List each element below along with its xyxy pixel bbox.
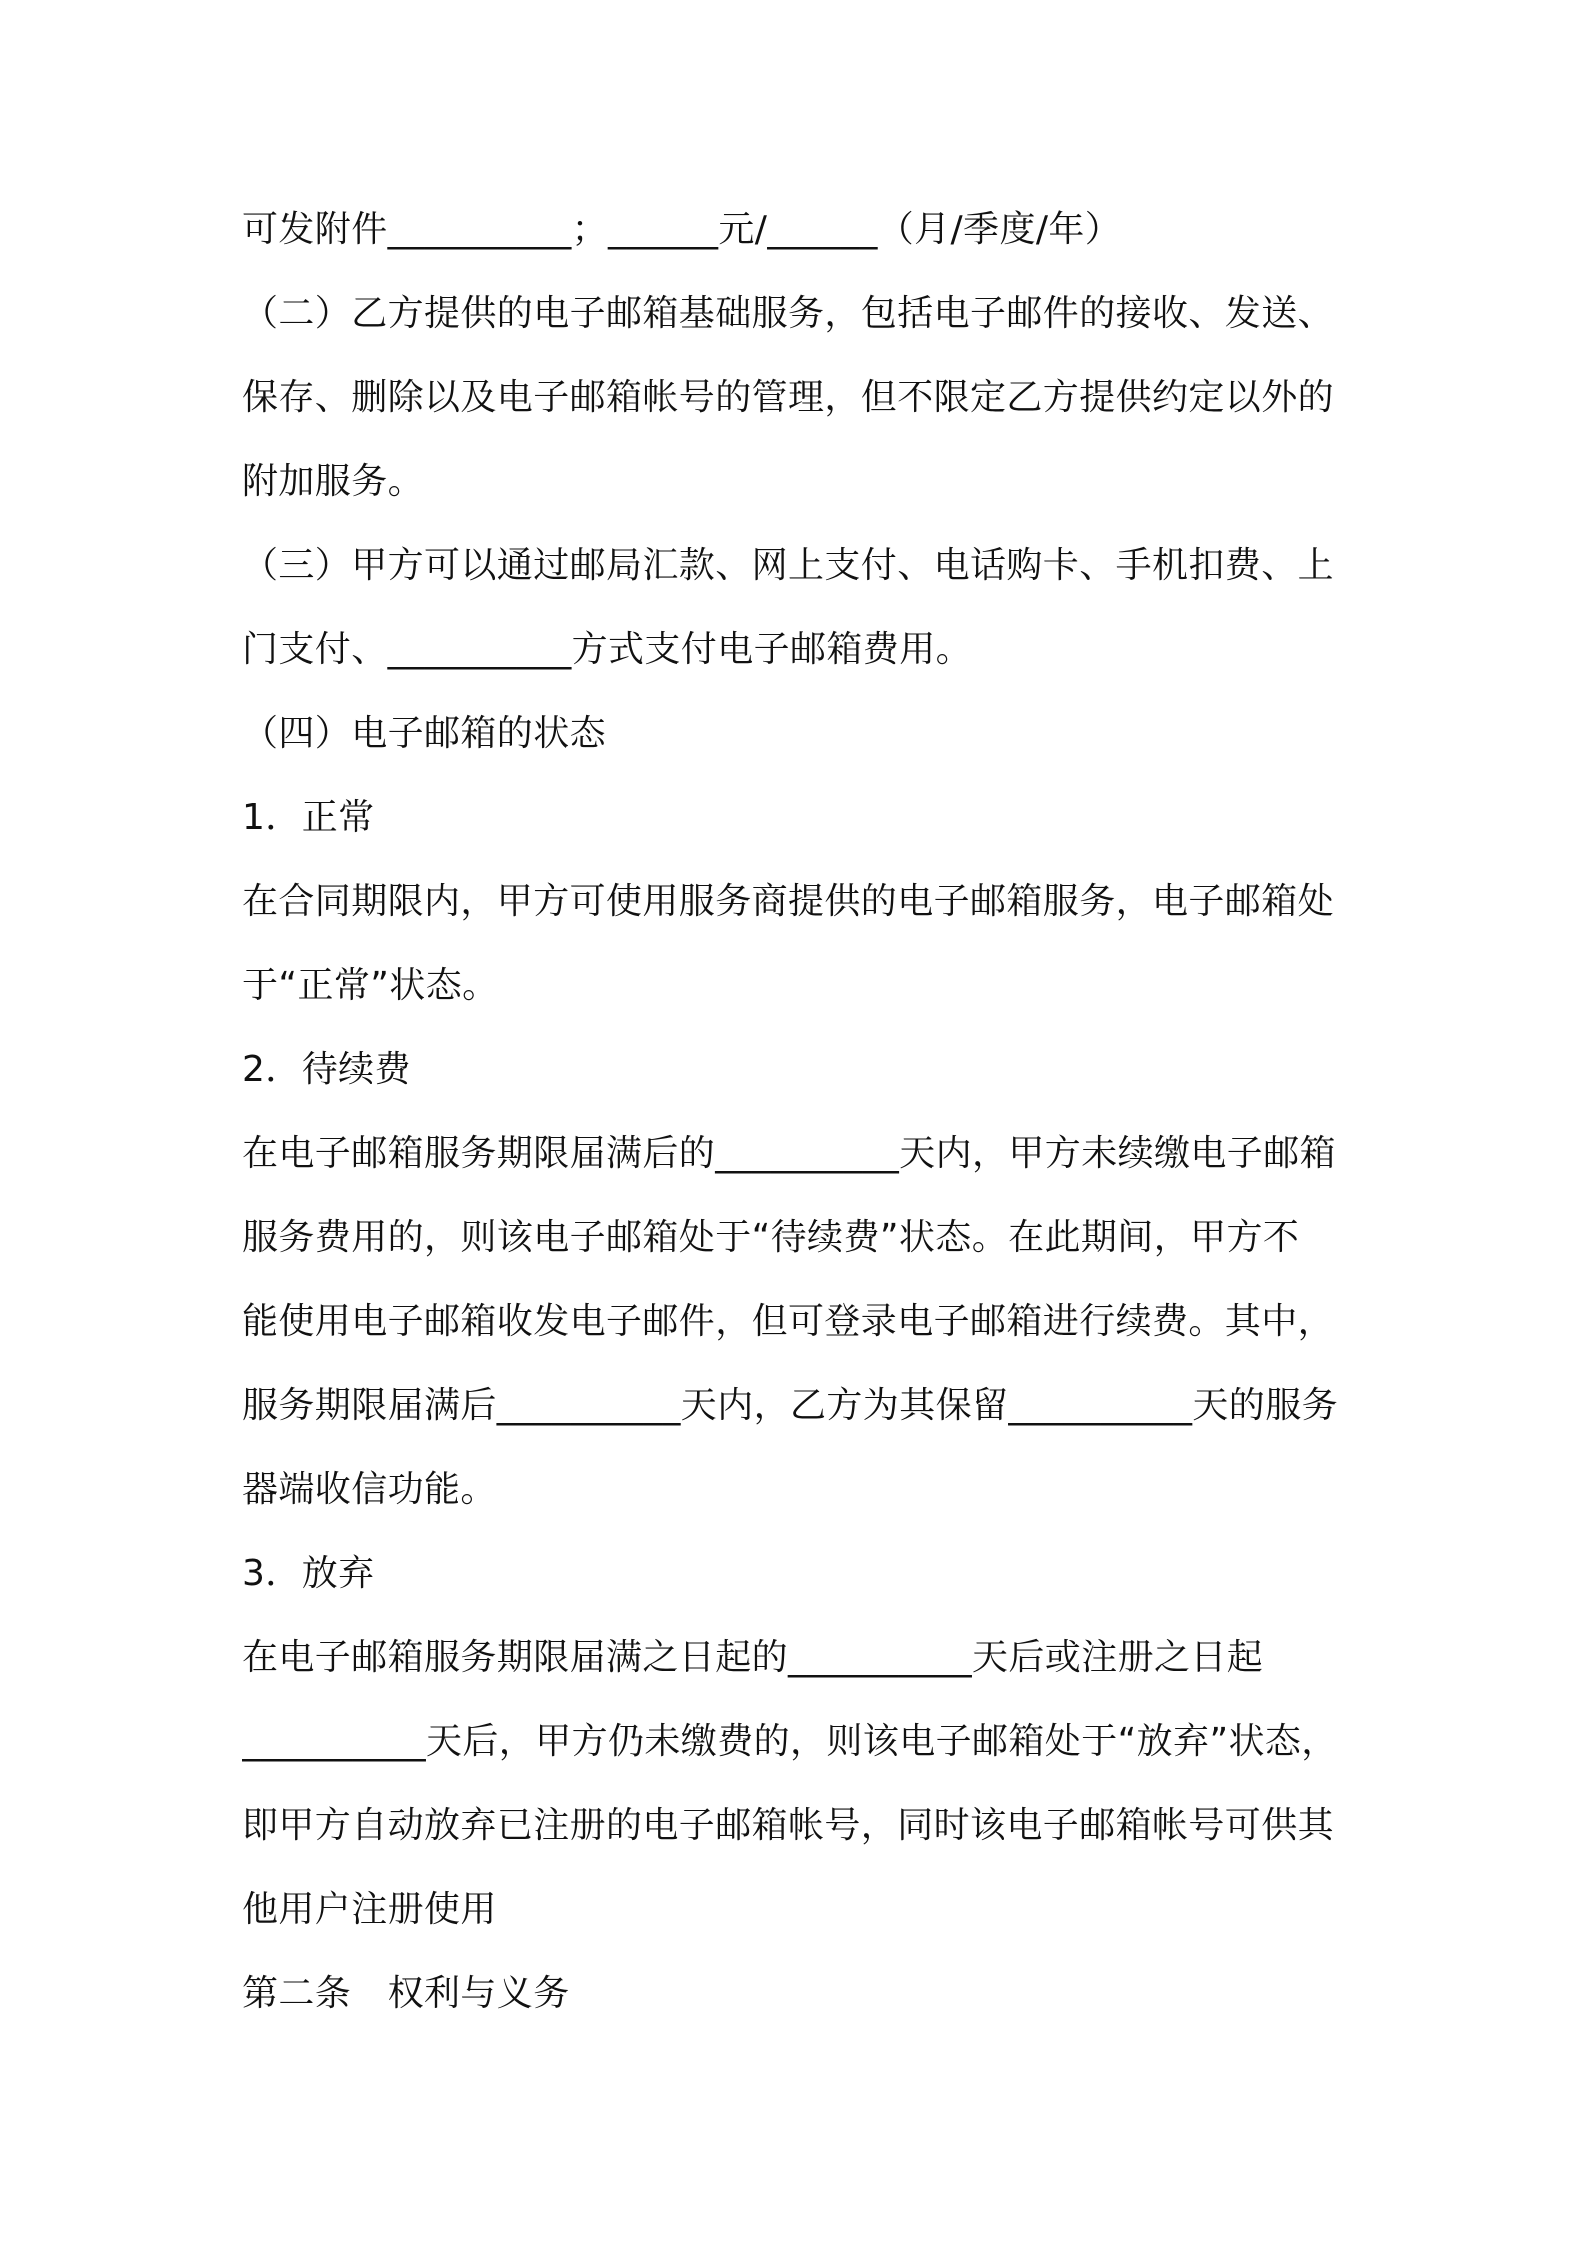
status-normal-line-1: 在合同期限内，甲方可使用服务商提供的电子邮箱服务，电子邮箱处 xyxy=(242,881,1335,922)
attachment-fee-line: 可发附件__________；______元/______（月/季度/年） xyxy=(242,209,1122,250)
clause-4-heading: （四）电子邮箱的状态 xyxy=(242,713,607,754)
clause-3-line-1: （三）甲方可以通过邮局汇款、网上支付、电话购卡、手机扣费、上 xyxy=(242,545,1335,586)
clause-3-line-2: 门支付、__________方式支付电子邮箱费用。 xyxy=(242,629,973,670)
status-pending-line-5: 器端收信功能。 xyxy=(242,1469,497,1510)
status-abandoned-line-3: 即甲方自动放弃已注册的电子邮箱帐号，同时该电子邮箱帐号可供其 xyxy=(242,1805,1335,1846)
status-pending-line-2: 服务费用的，则该电子邮箱处于“待续费”状态。在此期间，甲方不 xyxy=(242,1217,1300,1258)
status-abandoned-heading: 3．放弃 xyxy=(242,1553,375,1594)
status-abandoned-line-1: 在电子邮箱服务期限届满之日起的__________天后或注册之日起 xyxy=(242,1637,1264,1678)
status-normal-line-2: 于“正常”状态。 xyxy=(242,965,499,1006)
status-pending-line-1: 在电子邮箱服务期限届满后的__________天内，甲方未续缴电子邮箱 xyxy=(242,1133,1337,1174)
status-abandoned-line-2: __________天后，甲方仍未缴费的，则该电子邮箱处于“放弃”状态， xyxy=(242,1721,1338,1762)
clause-2-line-2: 保存、删除以及电子邮箱帐号的管理，但不限定乙方提供约定以外的 xyxy=(242,377,1335,418)
status-pending-heading: 2．待续费 xyxy=(242,1049,411,1090)
clause-2-line-3: 附加服务。 xyxy=(242,461,425,502)
clause-2-line-1: （二）乙方提供的电子邮箱基础服务，包括电子邮件的接收、发送、 xyxy=(242,293,1335,334)
status-abandoned-line-4: 他用户注册使用 xyxy=(242,1889,497,1930)
article-2-heading: 第二条 权利与义务 xyxy=(242,1973,570,2014)
status-pending-line-4: 服务期限届满后__________天内，乙方为其保留__________天的服务 xyxy=(242,1385,1338,1426)
status-pending-line-3: 能使用电子邮箱收发电子邮件，但可登录电子邮箱进行续费。其中， xyxy=(242,1301,1335,1342)
status-normal-heading: 1．正常 xyxy=(242,797,375,838)
